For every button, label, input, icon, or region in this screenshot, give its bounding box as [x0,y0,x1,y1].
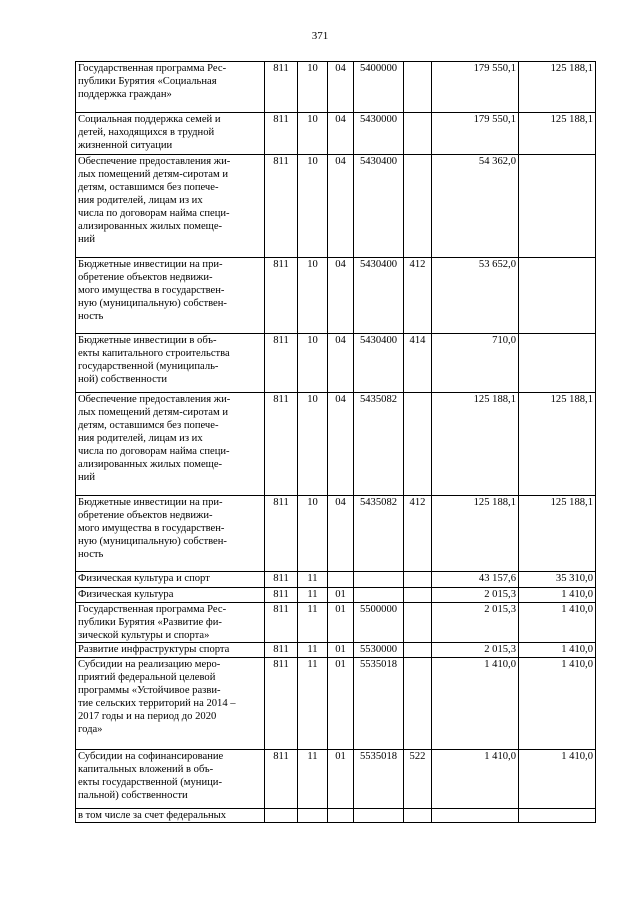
amount-year-2-cell: 1 410,0 [519,588,596,603]
department-code-cell [265,809,298,823]
target-item-code-cell: 5535018 [354,658,404,750]
amount-year-2-cell: 1 410,0 [519,643,596,658]
item-name-cell [76,393,265,496]
section-code-cell: 10 [298,62,328,113]
expense-type-code-cell: 522 [404,750,432,809]
target-item-code-cell: 5430000 [354,113,404,155]
item-name-line: ния родителей, лицам из их [78,433,203,444]
target-item-code-cell: 5535018 [354,750,404,809]
department-code-cell: 811 [265,62,298,113]
target-item-code-cell: 5500000 [354,603,404,643]
item-name-cell [76,750,265,809]
table-row [76,588,596,603]
item-name-line: екты капитального строительства [78,348,230,359]
item-name-line: публики Бурятия «Социальная [78,76,217,87]
amount-year-1-cell: 54 362,0 [432,155,519,258]
target-item-code-cell: 5435082 [354,393,404,496]
item-name-line: Государственная программа Рес- [78,604,227,615]
item-name-cell [76,113,265,155]
item-name-line: Бюджетные инвестиции в объ- [78,335,217,346]
section-code-cell: 11 [298,750,328,809]
item-name-cell [76,643,265,658]
amount-year-2-cell: 125 188,1 [519,496,596,572]
section-code-cell: 10 [298,393,328,496]
amount-year-2-cell: 125 188,1 [519,62,596,113]
target-item-code-cell: 5430400 [354,334,404,393]
table-row [76,113,596,155]
expense-type-code-cell [404,113,432,155]
target-item-code-cell [354,572,404,588]
item-name-line: мого имущества в государствен- [78,285,225,296]
item-name-line: ную (муниципальную) собствен- [78,298,227,309]
subsection-code-cell: 01 [328,658,354,750]
item-name-cell [76,572,265,588]
item-name-line: публики Бурятия «Развитие фи- [78,617,222,628]
table-row [76,809,596,823]
item-name-line: Физическая культура [78,589,174,600]
target-item-code-cell [354,588,404,603]
amount-year-2-cell: 125 188,1 [519,393,596,496]
subsection-code-cell: 01 [328,750,354,809]
amount-year-2-cell: 125 188,1 [519,113,596,155]
section-code-cell: 11 [298,588,328,603]
table-row [76,258,596,334]
department-code-cell: 811 [265,496,298,572]
item-name-cell [76,334,265,393]
amount-year-1-cell: 125 188,1 [432,393,519,496]
section-code-cell: 11 [298,643,328,658]
item-name-line: числа по договорам найма специ- [78,446,230,457]
item-name-line: Обеспечение предоставления жи- [78,156,231,167]
item-name-line: детей, находящихся в трудной [78,127,215,138]
amount-year-1-cell: 2 015,3 [432,643,519,658]
expense-type-code-cell [404,658,432,750]
subsection-code-cell: 04 [328,155,354,258]
table-row [76,393,596,496]
item-name-line: Бюджетные инвестиции на при- [78,497,223,508]
amount-year-1-cell: 1 410,0 [432,658,519,750]
table-row [76,572,596,588]
item-name-line: ализированных жилых помеще- [78,459,223,470]
item-name-line: зической культуры и спорта» [78,630,210,641]
item-name-line: приятий федеральной целевой [78,672,216,683]
item-name-line: поддержка граждан» [78,89,172,100]
item-name-line: капитальных вложений в объ- [78,764,214,775]
amount-year-2-cell: 35 310,0 [519,572,596,588]
item-name-cell [76,588,265,603]
amount-year-2-cell [519,155,596,258]
amount-year-2-cell [519,809,596,823]
item-name-line: Обеспечение предоставления жи- [78,394,231,405]
item-name-line: программы «Устойчивое разви- [78,685,221,696]
subsection-code-cell: 04 [328,113,354,155]
item-name-line: государственной (муниципаль- [78,361,219,372]
item-name-line: ную (муниципальную) собствен- [78,536,227,547]
section-code-cell: 11 [298,658,328,750]
item-name-cell [76,62,265,113]
subsection-code-cell: 01 [328,603,354,643]
item-name-line: Развитие инфраструктуры спорта [78,644,230,655]
item-name-line: Физическая культура и спорт [78,573,210,584]
department-code-cell: 811 [265,393,298,496]
target-item-code-cell: 5400000 [354,62,404,113]
amount-year-2-cell: 1 410,0 [519,750,596,809]
item-name-line: ний [78,234,96,245]
table-row [76,643,596,658]
department-code-cell: 811 [265,658,298,750]
item-name-line: детям, оставшимся без попече- [78,420,219,431]
expense-type-code-cell [404,393,432,496]
section-code-cell: 10 [298,258,328,334]
expense-type-code-cell [404,603,432,643]
expense-type-code-cell: 412 [404,496,432,572]
department-code-cell: 811 [265,750,298,809]
item-name-line: мого имущества в государствен- [78,523,225,534]
subsection-code-cell [328,572,354,588]
target-item-code-cell: 5530000 [354,643,404,658]
subsection-code-cell [328,809,354,823]
subsection-code-cell: 04 [328,496,354,572]
department-code-cell: 811 [265,334,298,393]
item-name-line: Субсидии на софинансирование [78,751,224,762]
amount-year-1-cell: 2 015,3 [432,603,519,643]
item-name-cell [76,258,265,334]
department-code-cell: 811 [265,603,298,643]
subsection-code-cell: 01 [328,643,354,658]
table-row [76,496,596,572]
item-name-line: жизненной ситуации [78,140,173,151]
target-item-code-cell [354,809,404,823]
amount-year-1-cell: 1 410,0 [432,750,519,809]
item-name-line: детям, оставшимся без попече- [78,182,219,193]
item-name-cell [76,603,265,643]
item-name-line: года» [78,724,103,735]
amount-year-1-cell: 53 652,0 [432,258,519,334]
item-name-line: ния родителей, лицам из их [78,195,203,206]
item-name-line: 2017 годы и на период до 2020 [78,711,217,722]
section-code-cell: 10 [298,155,328,258]
item-name-line: лых помещений детям-сиротам и [78,169,229,180]
item-name-cell [76,155,265,258]
item-name-line: лых помещений детям-сиротам и [78,407,229,418]
department-code-cell: 811 [265,155,298,258]
target-item-code-cell: 5430400 [354,258,404,334]
item-name-line: ний [78,472,96,483]
item-name-line: Государственная программа Рес- [78,63,227,74]
item-name-line: ность [78,549,104,560]
page-number: 371 [311,30,329,42]
expense-type-code-cell [404,643,432,658]
amount-year-1-cell [432,809,519,823]
item-name-cell [76,658,265,750]
item-name-line: пальной) собственности [78,790,188,801]
amount-year-1-cell: 179 550,1 [432,62,519,113]
expense-type-code-cell [404,155,432,258]
item-name-line: числа по договорам найма специ- [78,208,230,219]
table-row [76,750,596,809]
subsection-code-cell: 04 [328,393,354,496]
expense-type-code-cell: 414 [404,334,432,393]
item-name-cell [76,496,265,572]
item-name-line: Социальная поддержка семей и [78,114,221,125]
amount-year-1-cell: 125 188,1 [432,496,519,572]
expense-type-code-cell [404,809,432,823]
amount-year-2-cell: 1 410,0 [519,603,596,643]
amount-year-1-cell: 2 015,3 [432,588,519,603]
item-name-cell [76,809,265,823]
expense-type-code-cell [404,572,432,588]
section-code-cell: 11 [298,603,328,643]
item-name-line: в том числе за счет федеральных [78,810,227,821]
section-code-cell [298,809,328,823]
item-name-line: Субсидии на реализацию меро- [78,659,221,670]
section-code-cell: 11 [298,572,328,588]
item-name-line: ность [78,311,104,322]
budget-table [75,61,596,823]
amount-year-2-cell: 1 410,0 [519,658,596,750]
department-code-cell: 811 [265,113,298,155]
expense-type-code-cell: 412 [404,258,432,334]
table-body [76,62,596,823]
item-name-line: обретение объектов недвижи- [78,510,213,521]
department-code-cell: 811 [265,258,298,334]
table-row [76,603,596,643]
table-row [76,334,596,393]
amount-year-1-cell: 710,0 [432,334,519,393]
table-row [76,62,596,113]
item-name-line: ной) собственности [78,374,168,385]
section-code-cell: 10 [298,334,328,393]
item-name-line: обретение объектов недвижи- [78,272,213,283]
expense-type-code-cell [404,62,432,113]
section-code-cell: 10 [298,113,328,155]
item-name-line: Бюджетные инвестиции на при- [78,259,223,270]
item-name-line: ализированных жилых помеще- [78,221,223,232]
target-item-code-cell: 5435082 [354,496,404,572]
department-code-cell: 811 [265,572,298,588]
department-code-cell: 811 [265,643,298,658]
subsection-code-cell: 01 [328,588,354,603]
subsection-code-cell: 04 [328,334,354,393]
amount-year-1-cell: 43 157,6 [432,572,519,588]
amount-year-2-cell [519,258,596,334]
table-row [76,155,596,258]
amount-year-2-cell [519,334,596,393]
amount-year-1-cell: 179 550,1 [432,113,519,155]
target-item-code-cell: 5430400 [354,155,404,258]
item-name-line: екты государственной (муници- [78,777,222,788]
item-name-line: тие сельских территорий на 2014 – [78,698,236,709]
subsection-code-cell: 04 [328,62,354,113]
table-row [76,658,596,750]
subsection-code-cell: 04 [328,258,354,334]
expense-type-code-cell [404,588,432,603]
department-code-cell: 811 [265,588,298,603]
section-code-cell: 10 [298,496,328,572]
